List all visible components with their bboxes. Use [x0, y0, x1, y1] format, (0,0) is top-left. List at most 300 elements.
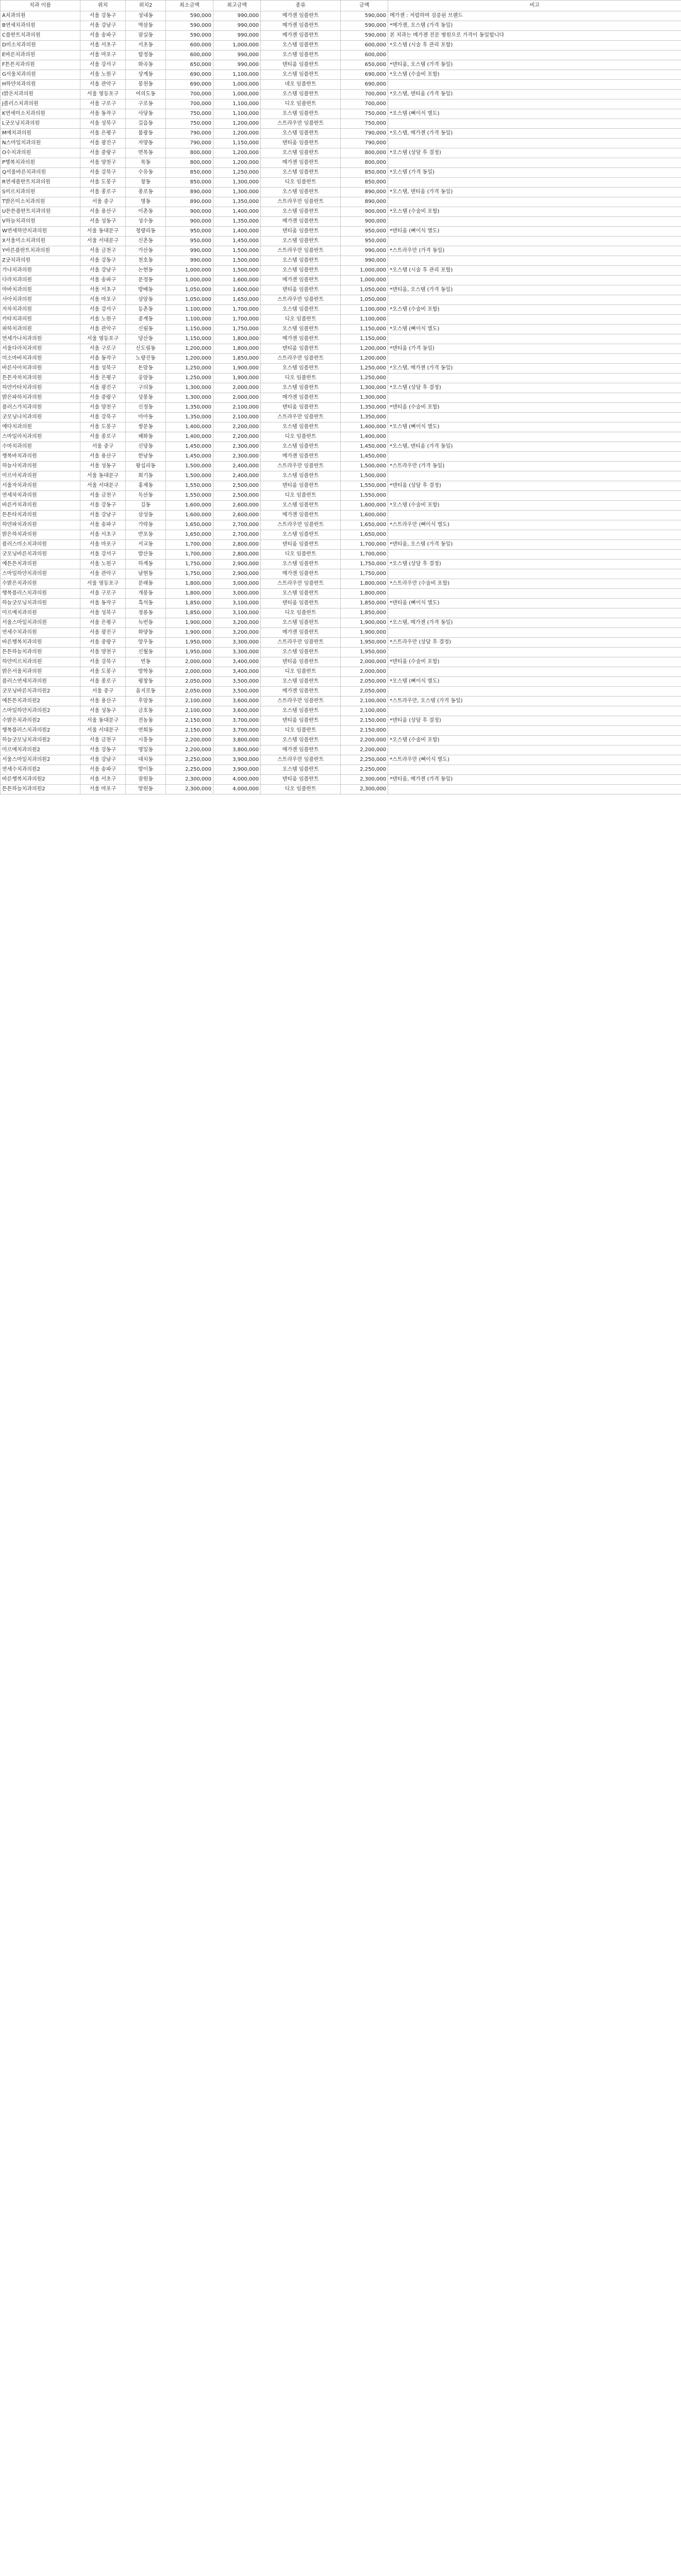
cell-implant-type[interactable]: 스트라우만 임플란트 [261, 354, 341, 364]
cell-city[interactable]: 서울 도봉구 [80, 667, 126, 677]
cell-clinic-name[interactable]: 하얀카타치과의원 [1, 383, 80, 393]
cell-max-price[interactable]: 1,400,000 [213, 207, 261, 217]
cell-max-price[interactable]: 1,200,000 [213, 148, 261, 158]
cell-note[interactable]: *오스템 (수술비 포함) [388, 501, 681, 511]
cell-city[interactable]: 서울 중구 [80, 442, 126, 452]
cell-max-price[interactable]: 1,500,000 [213, 266, 261, 276]
cell-clinic-name[interactable]: 플러스가치과의원 [1, 403, 80, 413]
cell-city[interactable]: 서울 강북구 [80, 657, 126, 667]
cell-min-price[interactable]: 1,450,000 [166, 442, 213, 452]
cell-city[interactable]: 서울 강동구 [80, 745, 126, 755]
cell-city[interactable]: 서울 구로구 [80, 589, 126, 599]
cell-note[interactable] [388, 295, 681, 305]
cell-note[interactable] [388, 511, 681, 520]
cell-city[interactable]: 서울 용산구 [80, 697, 126, 706]
cell-city[interactable]: 서울 마포구 [80, 540, 126, 550]
col-header-city[interactable]: 위치 [80, 1, 126, 11]
cell-max-price[interactable]: 2,400,000 [213, 471, 261, 481]
cell-note[interactable] [388, 452, 681, 462]
cell-clinic-name[interactable]: W연세하얀치과의원 [1, 227, 80, 236]
cell-dong[interactable]: 명동 [126, 197, 166, 207]
cell-min-price[interactable]: 1,100,000 [166, 315, 213, 325]
cell-min-price[interactable]: 990,000 [166, 256, 213, 266]
cell-dong[interactable]: 한남동 [126, 452, 166, 462]
cell-dong[interactable]: 방학동 [126, 667, 166, 677]
cell-dong[interactable]: 화양동 [126, 628, 166, 638]
cell-dong[interactable]: 번동 [126, 657, 166, 667]
cell-dong[interactable]: 등촌동 [126, 305, 166, 315]
cell-min-price[interactable]: 2,200,000 [166, 736, 213, 745]
cell-max-price[interactable]: 2,300,000 [213, 452, 261, 462]
cell-price[interactable]: 590,000 [341, 21, 388, 31]
cell-min-price[interactable]: 1,450,000 [166, 452, 213, 462]
cell-clinic-name[interactable]: H하얀치과의원 [1, 80, 80, 90]
cell-price[interactable]: 1,200,000 [341, 344, 388, 354]
cell-note[interactable] [388, 217, 681, 227]
cell-dong[interactable]: 목동 [126, 158, 166, 168]
cell-note[interactable] [388, 80, 681, 90]
cell-implant-type[interactable]: 디오 임플란트 [261, 99, 341, 109]
cell-implant-type[interactable]: 오스템 임플란트 [261, 736, 341, 745]
cell-city[interactable]: 서울 송파구 [80, 765, 126, 775]
cell-clinic-name[interactable]: V하늘치과의원 [1, 217, 80, 227]
cell-implant-type[interactable]: 오스템 임플란트 [261, 188, 341, 197]
cell-price[interactable]: 2,250,000 [341, 765, 388, 775]
cell-price[interactable]: 1,300,000 [341, 393, 388, 403]
cell-note[interactable]: *스트라우만 (뼈이식 별도) [388, 755, 681, 765]
cell-min-price[interactable]: 1,950,000 [166, 638, 213, 648]
cell-clinic-name[interactable]: 미르아치과의원 [1, 471, 80, 481]
cell-implant-type[interactable]: 덴티움 임플란트 [261, 139, 341, 148]
cell-note[interactable] [388, 393, 681, 403]
cell-city[interactable]: 서울 은평구 [80, 374, 126, 383]
cell-clinic-name[interactable]: F튼튼치과의원 [1, 60, 80, 70]
cell-note[interactable]: 본 치과는 메가젠 전문 병원으로 가격이 동일합니다 [388, 31, 681, 41]
cell-max-price[interactable]: 3,500,000 [213, 687, 261, 697]
cell-min-price[interactable]: 1,250,000 [166, 374, 213, 383]
cell-clinic-name[interactable]: D미소치과의원 [1, 41, 80, 50]
cell-clinic-name[interactable]: T밝은미소치과의원 [1, 197, 80, 207]
cell-min-price[interactable]: 850,000 [166, 178, 213, 188]
cell-dong[interactable]: 개봉동 [126, 589, 166, 599]
cell-implant-type[interactable]: 오스템 임플란트 [261, 256, 341, 266]
cell-max-price[interactable]: 1,100,000 [213, 70, 261, 80]
cell-clinic-name[interactable]: 하늘굿모닝치과의원 [1, 599, 80, 608]
cell-price[interactable]: 1,800,000 [341, 589, 388, 599]
cell-city[interactable]: 서울 금천구 [80, 736, 126, 745]
cell-dong[interactable]: 연희동 [126, 726, 166, 736]
col-header-dong[interactable]: 위치2 [126, 1, 166, 11]
cell-max-price[interactable]: 1,700,000 [213, 305, 261, 315]
cell-clinic-name[interactable]: 수밝은치과의원 [1, 579, 80, 589]
cell-note[interactable]: *오스템, 덴티움 (가격 동일) [388, 90, 681, 99]
cell-implant-type[interactable]: 디오 임플란트 [261, 315, 341, 325]
cell-dong[interactable]: 신림동 [126, 325, 166, 334]
cell-price[interactable]: 1,650,000 [341, 530, 388, 540]
cell-min-price[interactable]: 890,000 [166, 188, 213, 197]
cell-implant-type[interactable]: 덴티움 임플란트 [261, 775, 341, 785]
cell-min-price[interactable]: 1,550,000 [166, 491, 213, 501]
cell-implant-type[interactable]: 덴티움 임플란트 [261, 344, 341, 354]
cell-dong[interactable]: 전농동 [126, 716, 166, 726]
cell-max-price[interactable]: 2,500,000 [213, 491, 261, 501]
cell-min-price[interactable]: 600,000 [166, 50, 213, 60]
cell-clinic-name[interactable]: 예다치과의원 [1, 422, 80, 432]
cell-implant-type[interactable]: 오스템 임플란트 [261, 129, 341, 139]
cell-min-price[interactable]: 1,600,000 [166, 501, 213, 511]
cell-price[interactable]: 1,100,000 [341, 305, 388, 315]
cell-min-price[interactable]: 1,550,000 [166, 481, 213, 491]
cell-note[interactable]: *스트라우만 (상담 후 결정) [388, 638, 681, 648]
cell-clinic-name[interactable]: 굿모닝나치과의원 [1, 413, 80, 422]
cell-min-price[interactable]: 2,000,000 [166, 667, 213, 677]
cell-max-price[interactable]: 1,200,000 [213, 158, 261, 168]
cell-implant-type[interactable]: 오스템 임플란트 [261, 442, 341, 452]
cell-dong[interactable]: 화곡동 [126, 60, 166, 70]
cell-clinic-name[interactable]: 연세수치과의원 [1, 628, 80, 638]
cell-clinic-name[interactable]: 연세차치과의원 [1, 491, 80, 501]
cell-price[interactable]: 1,950,000 [341, 648, 388, 657]
cell-dong[interactable]: 미아동 [126, 413, 166, 422]
cell-max-price[interactable]: 3,300,000 [213, 648, 261, 657]
cell-price[interactable]: 1,600,000 [341, 501, 388, 511]
cell-implant-type[interactable]: 메가젠 임플란트 [261, 569, 341, 579]
cell-dong[interactable]: 후암동 [126, 697, 166, 706]
cell-max-price[interactable]: 2,700,000 [213, 530, 261, 540]
cell-implant-type[interactable]: 오스템 임플란트 [261, 589, 341, 599]
cell-note[interactable]: *오스템 (상담 후 결정) [388, 560, 681, 569]
cell-clinic-name[interactable]: 마바치과의원 [1, 285, 80, 295]
cell-clinic-name[interactable]: 서울자치과의원 [1, 481, 80, 491]
cell-city[interactable]: 서울 동작구 [80, 354, 126, 364]
cell-min-price[interactable]: 990,000 [166, 246, 213, 256]
cell-dong[interactable]: 망원동 [126, 785, 166, 794]
cell-note[interactable] [388, 687, 681, 697]
cell-city[interactable]: 서울 강서구 [80, 550, 126, 560]
cell-clinic-name[interactable]: 수마치과의원 [1, 442, 80, 452]
cell-min-price[interactable]: 700,000 [166, 99, 213, 109]
cell-clinic-name[interactable]: N스마일치과의원 [1, 139, 80, 148]
cell-price[interactable]: 590,000 [341, 31, 388, 41]
cell-city[interactable]: 서울 서초구 [80, 41, 126, 50]
cell-implant-type[interactable]: 오스템 임플란트 [261, 471, 341, 481]
cell-note[interactable] [388, 432, 681, 442]
cell-min-price[interactable]: 2,100,000 [166, 697, 213, 706]
cell-city[interactable]: 서울 동작구 [80, 599, 126, 608]
cell-note[interactable] [388, 99, 681, 109]
cell-dong[interactable]: 금호동 [126, 706, 166, 716]
cell-city[interactable]: 서울 관악구 [80, 80, 126, 90]
cell-price[interactable]: 700,000 [341, 90, 388, 99]
cell-price[interactable]: 2,150,000 [341, 716, 388, 726]
cell-implant-type[interactable]: 오스템 임플란트 [261, 109, 341, 119]
cell-implant-type[interactable]: 메가젠 임플란트 [261, 21, 341, 31]
cell-implant-type[interactable]: 오스템 임플란트 [261, 383, 341, 393]
cell-min-price[interactable]: 950,000 [166, 236, 213, 246]
cell-clinic-name[interactable]: P행복치과의원 [1, 158, 80, 168]
cell-implant-type[interactable]: 메가젠 임플란트 [261, 452, 341, 462]
cell-city[interactable]: 서울 영등포구 [80, 579, 126, 589]
cell-max-price[interactable]: 1,750,000 [213, 325, 261, 334]
cell-implant-type[interactable]: 메가젠 임플란트 [261, 31, 341, 41]
cell-city[interactable]: 서울 성동구 [80, 462, 126, 471]
cell-implant-type[interactable]: 오스템 임플란트 [261, 266, 341, 276]
cell-note[interactable]: *오스템, 메가젠 (가격 동일) [388, 618, 681, 628]
cell-clinic-name[interactable]: 예튼튼치과의원 [1, 560, 80, 569]
cell-city[interactable]: 서울 관악구 [80, 325, 126, 334]
cell-clinic-name[interactable]: 스마일하얀치과의원 [1, 569, 80, 579]
cell-max-price[interactable]: 3,000,000 [213, 579, 261, 589]
cell-max-price[interactable]: 1,000,000 [213, 41, 261, 50]
cell-clinic-name[interactable]: 행복바치과의원 [1, 452, 80, 462]
cell-clinic-name[interactable]: U튼튼플란트치과의원 [1, 207, 80, 217]
cell-min-price[interactable]: 2,250,000 [166, 765, 213, 775]
cell-price[interactable]: 1,450,000 [341, 452, 388, 462]
cell-min-price[interactable]: 900,000 [166, 207, 213, 217]
cell-implant-type[interactable]: 스트라우만 임플란트 [261, 119, 341, 129]
cell-city[interactable]: 서울 서대문구 [80, 236, 126, 246]
cell-implant-type[interactable]: 오스템 임플란트 [261, 706, 341, 716]
cell-note[interactable] [388, 530, 681, 540]
cell-min-price[interactable]: 1,850,000 [166, 599, 213, 608]
cell-price[interactable]: 2,100,000 [341, 697, 388, 706]
cell-city[interactable]: 서울 강동구 [80, 11, 126, 21]
cell-clinic-name[interactable]: 스마일라치과의원 [1, 432, 80, 442]
cell-city[interactable]: 서울 송파구 [80, 520, 126, 530]
cell-max-price[interactable]: 3,800,000 [213, 745, 261, 755]
cell-implant-type[interactable]: 스트라우만 임플란트 [261, 295, 341, 305]
cell-price[interactable]: 1,150,000 [341, 325, 388, 334]
cell-min-price[interactable]: 1,650,000 [166, 520, 213, 530]
cell-max-price[interactable]: 4,000,000 [213, 775, 261, 785]
cell-dong[interactable]: 홍제동 [126, 481, 166, 491]
cell-note[interactable]: 메가젠 : 저렴하며 검증된 브랜드 [388, 11, 681, 21]
cell-max-price[interactable]: 2,100,000 [213, 403, 261, 413]
cell-max-price[interactable]: 1,800,000 [213, 334, 261, 344]
cell-price[interactable]: 2,050,000 [341, 687, 388, 697]
cell-dong[interactable]: 시흥동 [126, 736, 166, 745]
cell-dong[interactable]: 쌍문동 [126, 422, 166, 432]
cell-dong[interactable]: 돈암동 [126, 364, 166, 374]
cell-price[interactable]: 2,000,000 [341, 657, 388, 667]
cell-note[interactable]: *오스템 (뼈이식 별도) [388, 422, 681, 432]
cell-dong[interactable]: 길음동 [126, 119, 166, 129]
cell-note[interactable] [388, 726, 681, 736]
cell-price[interactable]: 890,000 [341, 197, 388, 207]
cell-note[interactable]: *오스템 (시술 후 관리 포함) [388, 266, 681, 276]
cell-max-price[interactable]: 2,800,000 [213, 540, 261, 550]
cell-note[interactable] [388, 197, 681, 207]
cell-dong[interactable]: 응암동 [126, 374, 166, 383]
cell-city[interactable]: 서울 서초구 [80, 285, 126, 295]
cell-max-price[interactable]: 1,800,000 [213, 344, 261, 354]
cell-city[interactable]: 서울 강남구 [80, 755, 126, 765]
cell-city[interactable]: 서울 성북구 [80, 608, 126, 618]
cell-dong[interactable]: 자양동 [126, 139, 166, 148]
cell-min-price[interactable]: 1,800,000 [166, 579, 213, 589]
cell-price[interactable]: 1,150,000 [341, 334, 388, 344]
cell-implant-type[interactable]: 디오 임플란트 [261, 667, 341, 677]
cell-dong[interactable]: 신촌동 [126, 236, 166, 246]
cell-dong[interactable]: 봉천동 [126, 80, 166, 90]
cell-note[interactable] [388, 569, 681, 579]
cell-max-price[interactable]: 1,450,000 [213, 236, 261, 246]
cell-implant-type[interactable]: 오스템 임플란트 [261, 325, 341, 334]
cell-min-price[interactable]: 1,200,000 [166, 344, 213, 354]
cell-note[interactable] [388, 50, 681, 60]
cell-clinic-name[interactable]: 연세수치과의원2 [1, 765, 80, 775]
cell-note[interactable] [388, 158, 681, 168]
cell-min-price[interactable]: 2,000,000 [166, 657, 213, 667]
cell-clinic-name[interactable]: R연세플란트치과의원 [1, 178, 80, 188]
cell-price[interactable]: 590,000 [341, 11, 388, 21]
cell-max-price[interactable]: 2,800,000 [213, 550, 261, 560]
cell-min-price[interactable]: 950,000 [166, 227, 213, 236]
cell-price[interactable]: 750,000 [341, 109, 388, 119]
cell-implant-type[interactable]: 덴티움 임플란트 [261, 657, 341, 667]
cell-min-price[interactable]: 650,000 [166, 60, 213, 70]
cell-dong[interactable]: 신월동 [126, 648, 166, 657]
cell-dong[interactable]: 구의동 [126, 383, 166, 393]
cell-city[interactable]: 서울 용산구 [80, 207, 126, 217]
cell-max-price[interactable]: 2,000,000 [213, 383, 261, 393]
cell-max-price[interactable]: 1,850,000 [213, 354, 261, 364]
cell-price[interactable]: 690,000 [341, 80, 388, 90]
cell-city[interactable]: 서울 은평구 [80, 618, 126, 628]
cell-city[interactable]: 서울 노원구 [80, 70, 126, 80]
cell-implant-type[interactable]: 스트라우만 임플란트 [261, 413, 341, 422]
cell-max-price[interactable]: 990,000 [213, 31, 261, 41]
cell-note[interactable]: *덴티움, 오스템 (가격 동일) [388, 285, 681, 295]
cell-min-price[interactable]: 750,000 [166, 119, 213, 129]
cell-max-price[interactable]: 1,100,000 [213, 99, 261, 109]
col-header-note[interactable]: 비고 [388, 1, 681, 11]
cell-implant-type[interactable]: 스트라우만 임플란트 [261, 520, 341, 530]
cell-note[interactable]: *덴티움, 메가젠 (가격 동일) [388, 775, 681, 785]
cell-implant-type[interactable]: 스트라우만 임플란트 [261, 246, 341, 256]
cell-price[interactable]: 1,900,000 [341, 628, 388, 638]
cell-clinic-name[interactable]: 밝은파하치과의원 [1, 393, 80, 403]
cell-clinic-name[interactable]: J플러스치과의원 [1, 99, 80, 109]
cell-dong[interactable]: 신당동 [126, 442, 166, 452]
cell-implant-type[interactable]: 오스템 임플란트 [261, 50, 341, 60]
cell-clinic-name[interactable]: S미르치과의원 [1, 188, 80, 197]
col-header-name[interactable]: 치과 이름 [1, 1, 80, 11]
cell-price[interactable]: 990,000 [341, 246, 388, 256]
cell-price[interactable]: 1,200,000 [341, 354, 388, 364]
cell-city[interactable]: 서울 강동구 [80, 256, 126, 266]
cell-dong[interactable]: 잠실동 [126, 31, 166, 41]
cell-implant-type[interactable]: 스트라우만 임플란트 [261, 638, 341, 648]
cell-city[interactable]: 서울 강남구 [80, 511, 126, 520]
cell-note[interactable]: *덴티움 (수술비 포함) [388, 403, 681, 413]
cell-note[interactable] [388, 256, 681, 266]
cell-dong[interactable]: 신도림동 [126, 344, 166, 354]
cell-city[interactable]: 서울 동대문구 [80, 227, 126, 236]
cell-dong[interactable]: 방배동 [126, 285, 166, 295]
cell-min-price[interactable]: 1,900,000 [166, 628, 213, 638]
cell-city[interactable]: 서울 동대문구 [80, 471, 126, 481]
cell-clinic-name[interactable]: Y바른플란트치과의원 [1, 246, 80, 256]
cell-dong[interactable]: 당산동 [126, 334, 166, 344]
cell-max-price[interactable]: 3,100,000 [213, 608, 261, 618]
cell-city[interactable]: 서울 성북구 [80, 364, 126, 374]
cell-max-price[interactable]: 2,200,000 [213, 432, 261, 442]
cell-price[interactable]: 1,500,000 [341, 462, 388, 471]
cell-city[interactable]: 서울 강동구 [80, 501, 126, 511]
cell-city[interactable]: 서울 강서구 [80, 305, 126, 315]
cell-clinic-name[interactable]: 플러스연세치과의원 [1, 677, 80, 687]
cell-implant-type[interactable]: 오스템 임플란트 [261, 168, 341, 178]
cell-price[interactable]: 1,050,000 [341, 285, 388, 295]
cell-min-price[interactable]: 2,050,000 [166, 687, 213, 697]
cell-clinic-name[interactable]: M예치과의원 [1, 129, 80, 139]
cell-max-price[interactable]: 1,350,000 [213, 197, 261, 207]
cell-city[interactable]: 서울 은평구 [80, 129, 126, 139]
cell-max-price[interactable]: 2,900,000 [213, 560, 261, 569]
cell-clinic-name[interactable]: 파하치과의원 [1, 325, 80, 334]
cell-city[interactable]: 서울 용산구 [80, 452, 126, 462]
cell-max-price[interactable]: 1,600,000 [213, 276, 261, 285]
cell-clinic-name[interactable]: E바른치과의원 [1, 50, 80, 60]
cell-note[interactable] [388, 765, 681, 775]
cell-clinic-name[interactable]: B연세치과의원 [1, 21, 80, 31]
cell-note[interactable] [388, 354, 681, 364]
cell-city[interactable]: 서울 마포구 [80, 785, 126, 794]
cell-min-price[interactable]: 1,700,000 [166, 550, 213, 560]
cell-clinic-name[interactable]: 플러스미소치과의원 [1, 540, 80, 550]
cell-min-price[interactable]: 590,000 [166, 21, 213, 31]
cell-implant-type[interactable]: 덴티움 임플란트 [261, 285, 341, 295]
cell-implant-type[interactable]: 메가젠 임플란트 [261, 628, 341, 638]
cell-note[interactable] [388, 276, 681, 285]
cell-clinic-name[interactable]: 바른행복치과의원 [1, 638, 80, 648]
cell-city[interactable]: 서울 도봉구 [80, 422, 126, 432]
cell-clinic-name[interactable]: 튼튼타치과의원 [1, 511, 80, 520]
cell-dong[interactable]: 발산동 [126, 550, 166, 560]
cell-min-price[interactable]: 800,000 [166, 148, 213, 158]
cell-clinic-name[interactable]: K연세미소치과의원 [1, 109, 80, 119]
cell-city[interactable]: 서울 광진구 [80, 139, 126, 148]
cell-max-price[interactable]: 3,900,000 [213, 755, 261, 765]
cell-min-price[interactable]: 590,000 [166, 11, 213, 21]
cell-price[interactable]: 1,250,000 [341, 374, 388, 383]
cell-city[interactable]: 서울 중랑구 [80, 638, 126, 648]
cell-min-price[interactable]: 2,100,000 [166, 706, 213, 716]
cell-min-price[interactable]: 700,000 [166, 90, 213, 99]
cell-dong[interactable]: 정릉동 [126, 608, 166, 618]
cell-note[interactable]: *스트라우만 (가격 동일) [388, 246, 681, 256]
cell-city[interactable]: 서울 서초구 [80, 530, 126, 540]
cell-note[interactable]: *덴티움 (뼈이식 별도) [388, 227, 681, 236]
cell-city[interactable]: 서울 성동구 [80, 217, 126, 227]
cell-dong[interactable]: 독산동 [126, 491, 166, 501]
cell-implant-type[interactable]: 오스템 임플란트 [261, 648, 341, 657]
cell-implant-type[interactable]: 메가젠 임플란트 [261, 11, 341, 21]
cell-implant-type[interactable]: 메가젠 임플란트 [261, 217, 341, 227]
cell-price[interactable]: 600,000 [341, 50, 388, 60]
cell-clinic-name[interactable]: 미르예치과의원2 [1, 745, 80, 755]
cell-max-price[interactable]: 3,200,000 [213, 628, 261, 638]
cell-dong[interactable]: 신정동 [126, 403, 166, 413]
cell-note[interactable]: *덴티움 (상담 후 결정) [388, 481, 681, 491]
cell-implant-type[interactable]: 스트라우만 임플란트 [261, 579, 341, 589]
cell-implant-type[interactable]: 메가젠 임플란트 [261, 158, 341, 168]
cell-min-price[interactable]: 800,000 [166, 158, 213, 168]
cell-city[interactable]: 서울 서대문구 [80, 481, 126, 491]
cell-max-price[interactable]: 1,650,000 [213, 295, 261, 305]
cell-max-price[interactable]: 3,700,000 [213, 716, 261, 726]
